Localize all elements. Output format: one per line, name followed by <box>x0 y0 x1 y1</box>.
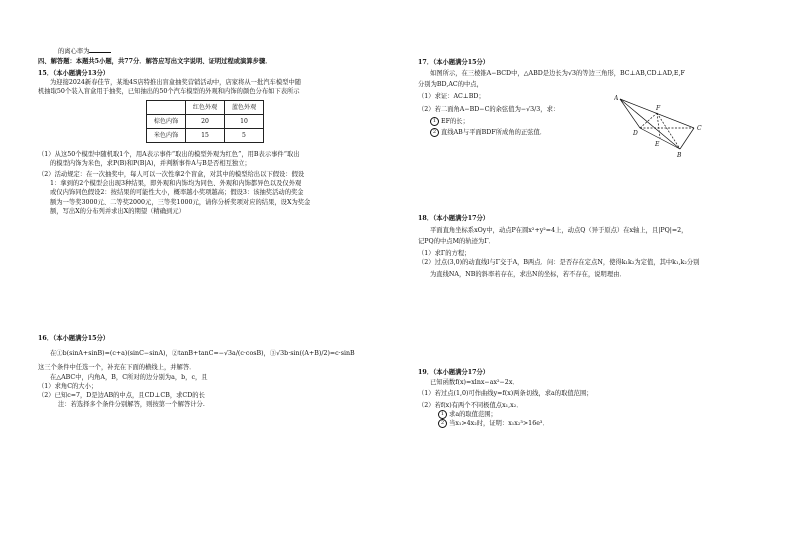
vertex-label-c: C <box>697 125 702 132</box>
q15-color-table <box>146 100 264 143</box>
answer-blank <box>89 46 111 53</box>
vertex-label-a: A <box>614 95 619 102</box>
circle-two-icon: 2 <box>430 128 439 137</box>
table-cell: 5 <box>225 129 264 143</box>
table-row <box>147 129 264 143</box>
vertex-label-e: E <box>655 141 660 148</box>
q16-title: 16．（本小题满分15分） <box>38 335 110 342</box>
edge-ab <box>620 99 680 149</box>
q17-sub1-text: EF的长； <box>441 118 469 126</box>
q15-line-1: 为迎接2024新春佳节，某地4S店特推出盲盒抽奖营销活动中，店家将从一批汽车模型中随 <box>50 79 302 87</box>
tetrahedron-figure <box>614 91 716 159</box>
q14-tail: 的离心率为 <box>38 46 378 56</box>
q16-note: 注：若选择多个条件分别解答，则按第一个解答计分. <box>58 401 205 409</box>
q16-line-3: （1）求角C的大小； <box>38 382 98 390</box>
q17-line-1: 如图所示，在三棱锥A−BCD中，△ABD是边长为√3的等边三角形，BC⊥AB,CD⊥AD,E,F <box>430 70 685 78</box>
table-header-cell <box>147 101 186 115</box>
table-cell: 棕色内饰 <box>147 115 186 129</box>
q15-part1-line: （1）从这50个模型中随机取1个，用A表示事件“取出的模型外观为红色”，用B表示事件“取出 <box>38 151 300 158</box>
question-18 <box>418 214 768 279</box>
q19-sub2-text: 当x₁>4x₂时，证明：x₁x₂³>16e³． <box>449 420 549 428</box>
q18-title: 18．（本小题满分17分） <box>418 215 490 222</box>
q19-line-3: （2）若f(x)有两个不同极值点x₁,x₂． <box>418 401 523 409</box>
q18-line-4: （2）过点(3,0)的动直线l与Γ交于A，B两点．问：是否存在定点N，使得k₁k₂为定值，其中k₁,k₂分别 <box>418 258 700 266</box>
table-row <box>147 101 264 115</box>
q19-sub-1 <box>418 410 768 419</box>
question-15 <box>38 69 378 97</box>
q19-sub1-text: 求a的取值范围； <box>449 410 497 418</box>
q15-part-2 <box>38 170 378 216</box>
q15-part2-line: 额为一等奖3000元、二等奖2000元，三等奖1000元，请你分析奖项对应的结果，设X为奖金 <box>50 198 311 206</box>
q15-title: 15．（本小题满分13分） <box>38 70 110 77</box>
q19-line-1: 已知函数f(x)=xlnx−ax²−2x． <box>430 379 519 387</box>
q17-line-2: 分别为BD,AC的中点， <box>418 81 483 89</box>
q15-part2-line: 或仅内饰同色假设2：按结果的可能性大小，概率越小奖项越高；假设3：该抽奖活动的奖金 <box>50 189 304 197</box>
table-cell: 米色内饰 <box>147 129 186 143</box>
q15-part2-line: （2）活动规定：在一次抽奖中，每人可以一次性拿2个盲盒，对其中的模型给出以下假设：假设 <box>38 171 305 178</box>
question-16 <box>38 334 378 409</box>
q15-line-2: 机抽取50个装入盲盒用于抽奖，已知抽出的50个汽车模型的外观和内饰的颜色分布如下表所示 <box>38 88 300 96</box>
q16-line-1: 这三个条件中任选一个，补充在下面的横线上，并解答． <box>38 364 196 372</box>
vertex-label-f: F <box>656 105 661 112</box>
edge-db <box>640 128 680 149</box>
q18-line-2: 记PQ的中点M的轨迹为Γ． <box>418 238 495 246</box>
circle-two-icon: 2 <box>438 419 447 428</box>
q18-line-1: 平面直角坐标系xOy中，动点P在圆x²+y²=4上，动点Q（异于原点）在x轴上，且|PQ|=2， <box>430 227 688 235</box>
question-19 <box>418 368 768 428</box>
q15-part2-line: 额，写出X的分布列并求出X的期望（精确到元） <box>50 207 185 215</box>
q19-line-2: （1）若过点(1,0)可作曲线y=f(x)两条切线，求a的取值范围； <box>418 390 593 398</box>
q17-line-4: （2）若二面角A−BD−C的余弦值为−√3/3，求： <box>418 105 560 113</box>
table-header-cell: 红色外观 <box>186 101 225 115</box>
q15-part2-line: 1：拿到的2个模型会出现3种结果，即外观和内饰均为同色、外观和内饰都异色以及仅外观 <box>50 180 302 188</box>
edge-fb <box>657 113 680 149</box>
q17-line-3: （1）求证：AC⊥BD； <box>418 92 485 100</box>
vertex-label-b: B <box>677 152 682 159</box>
edge-df <box>640 113 657 128</box>
q17-title: 17．（本小题满分15分） <box>418 59 490 66</box>
q17-sub2-text: 直线AB与平面BDF所成角的正弦值． <box>441 129 547 137</box>
q19-sub-2 <box>418 419 768 428</box>
vertex-label-d: D <box>633 130 638 137</box>
q15-part1-line: 的模型内饰为米色，求P(B)和P(B|A)，并判断事件A与B是否相互独立； <box>50 160 251 168</box>
table-row <box>147 115 264 129</box>
table-cell: 15 <box>186 129 225 143</box>
q18-line-5: 为直线NA，NB的斜率若存在，求出N的坐标，若不存在，说明理由． <box>430 271 626 279</box>
q16-conditions: 在①b(sinA+sinB)=(c+a)(sinC−sinA)，②tanB+tanC=−√3a/(c·cosB)，③√3b·sin((A+B)/2)=c·sinB <box>50 350 355 358</box>
q16-line-2: 在△ABC中，内角A，B，C所对的边分别为a，b，c，且 <box>50 373 208 381</box>
q19-title: 19．（本小题满分17分） <box>418 369 490 376</box>
section-4-heading: 四、解答题：本题共5小题，共77分．解答应写出文字说明、证明过程或演算步骤． <box>38 58 272 65</box>
circle-one-icon: 1 <box>438 410 447 419</box>
q15-part-1 <box>38 150 378 168</box>
q18-line-3: （1）求Γ的方程； <box>418 249 471 257</box>
edge-bc <box>680 128 694 149</box>
q16-line-4: （2）已知c=7，D是边AB的中点，且CD⊥CB，求CD的长 <box>38 392 205 400</box>
table-header-cell: 蓝色外观 <box>225 101 264 115</box>
table-cell: 20 <box>186 115 225 129</box>
table-cell: 10 <box>225 115 264 129</box>
circle-one-icon: 1 <box>430 117 439 126</box>
